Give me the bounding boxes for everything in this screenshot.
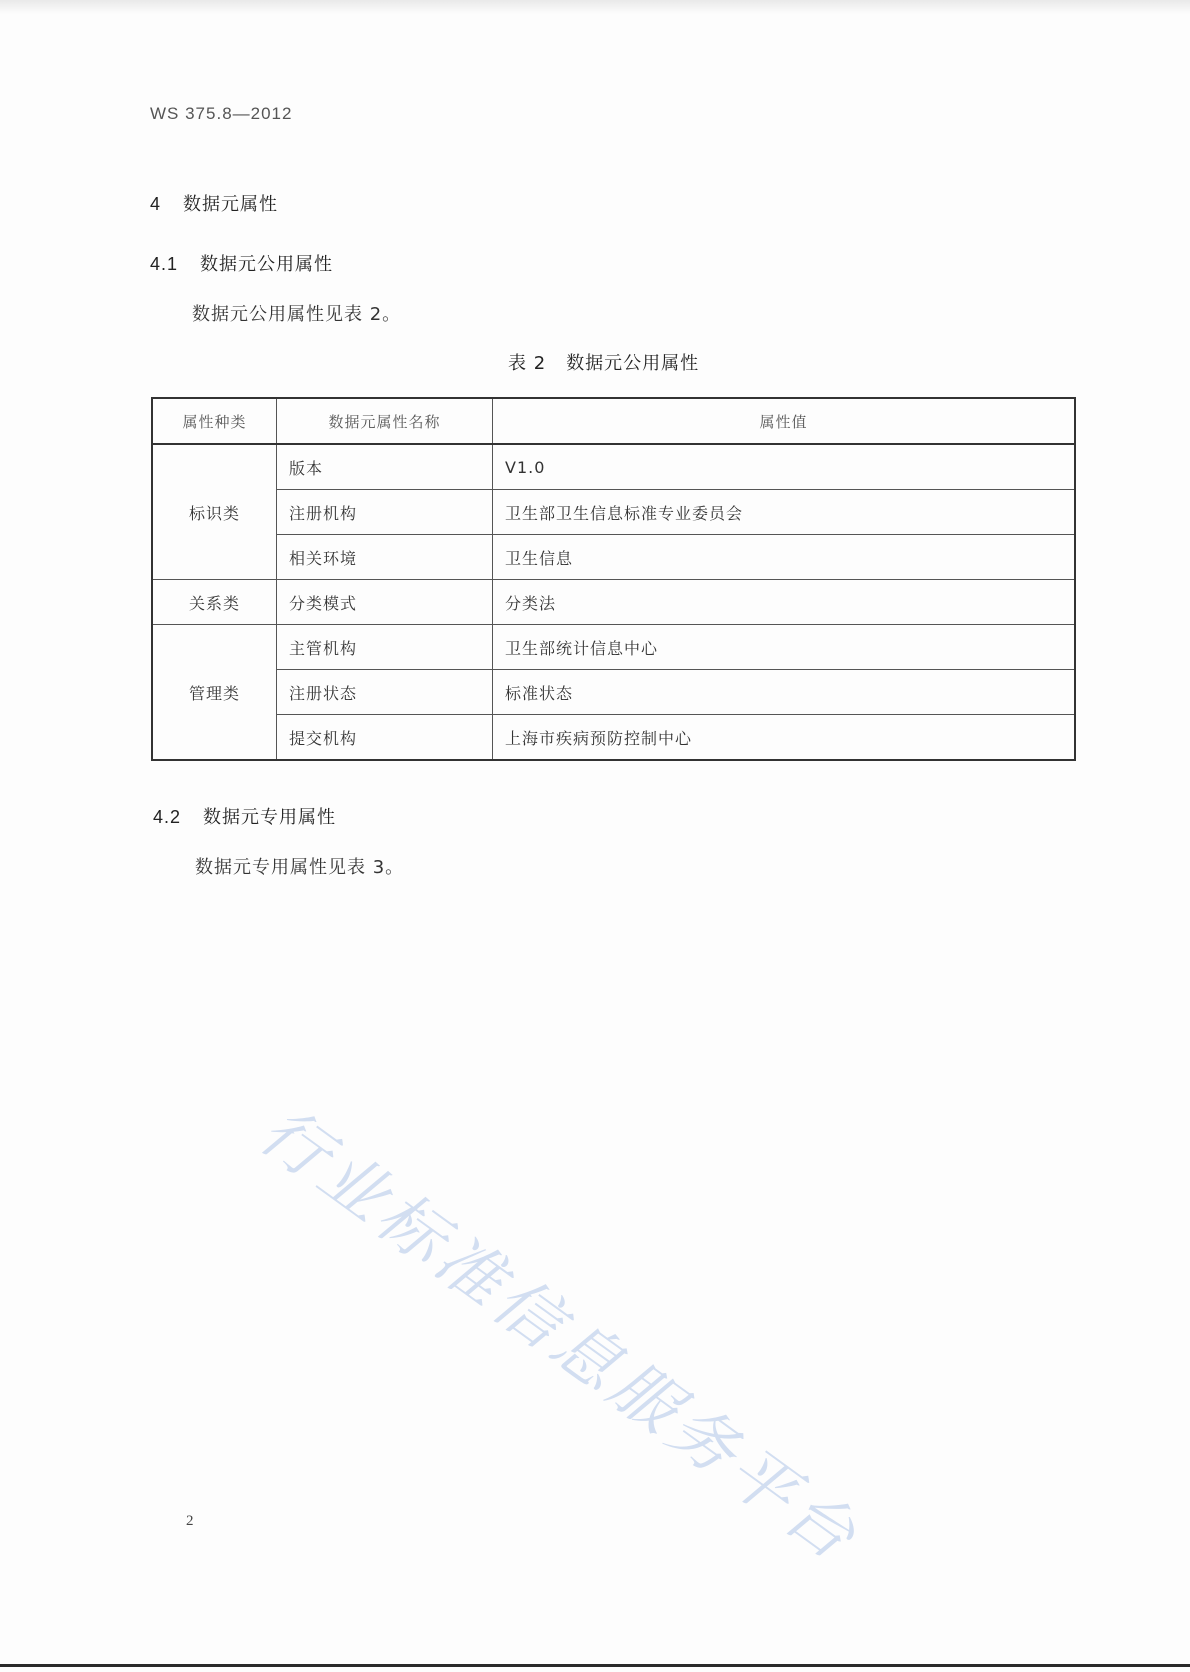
table-row: [152, 444, 1075, 490]
table-row: [152, 670, 1075, 715]
attribute-name-cell: 相关环境: [277, 535, 493, 580]
attribute-value-cell: 标准状态: [493, 670, 1076, 715]
page-number: 2: [186, 1513, 194, 1529]
table-row: [152, 535, 1075, 580]
attribute-value-cell: 上海市疾病预防控制中心: [493, 715, 1076, 761]
category-cell: 标识类: [152, 444, 277, 580]
table-header-row: [152, 398, 1075, 444]
section-number: 4.1: [150, 254, 179, 274]
attribute-name-cell: 提交机构: [277, 715, 493, 761]
scan-edge-top: [0, 0, 1190, 14]
attribute-name-cell: 分类模式: [277, 580, 493, 625]
paragraph-see-table-2: 数据元公用属性见表 2。: [192, 304, 402, 325]
attribute-name-cell: 版本: [277, 444, 493, 490]
attribute-value-cell: 卫生部统计信息中心: [493, 625, 1076, 670]
section-heading-4-1: [150, 250, 333, 276]
category-cell: 关系类: [152, 580, 277, 625]
attribute-value-cell: 分类法: [493, 580, 1076, 625]
section-heading-4-2: [153, 803, 336, 829]
table-row: [152, 490, 1075, 535]
category-cell: 管理类: [152, 625, 277, 761]
table-row: [152, 715, 1075, 761]
attribute-value-cell: 卫生部卫生信息标准专业委员会: [493, 490, 1076, 535]
attribute-value-cell: 卫生信息: [493, 535, 1076, 580]
watermark-text: 行业标准信息服务平台: [245, 1092, 874, 1578]
header-attribute-value: 属性值: [493, 398, 1076, 444]
table-caption: [508, 349, 699, 375]
attribute-name-cell: 主管机构: [277, 625, 493, 670]
table-title: 数据元公用属性: [566, 353, 700, 374]
table-row: [152, 625, 1075, 670]
header-attribute-name: 数据元属性名称: [277, 398, 493, 444]
attribute-table: [151, 397, 1076, 761]
table-number: 表 2: [508, 353, 547, 374]
section-title: 数据元公用属性: [200, 254, 334, 275]
section-heading-4: [150, 190, 278, 216]
section-title: 数据元专用属性: [203, 807, 337, 828]
paragraph-see-table-3: 数据元专用属性见表 3。: [195, 857, 405, 878]
section-number: 4: [150, 194, 162, 214]
attribute-name-cell: 注册机构: [277, 490, 493, 535]
header-category: 属性种类: [152, 398, 277, 444]
attribute-name-cell: 注册状态: [277, 670, 493, 715]
table-row: [152, 580, 1075, 625]
section-number: 4.2: [153, 807, 182, 827]
attribute-value-cell: V1.0: [493, 444, 1076, 490]
scan-edge-bottom: [0, 1664, 1190, 1667]
section-title: 数据元属性: [183, 194, 279, 215]
standard-code: WS 375.8—2012: [150, 104, 293, 123]
